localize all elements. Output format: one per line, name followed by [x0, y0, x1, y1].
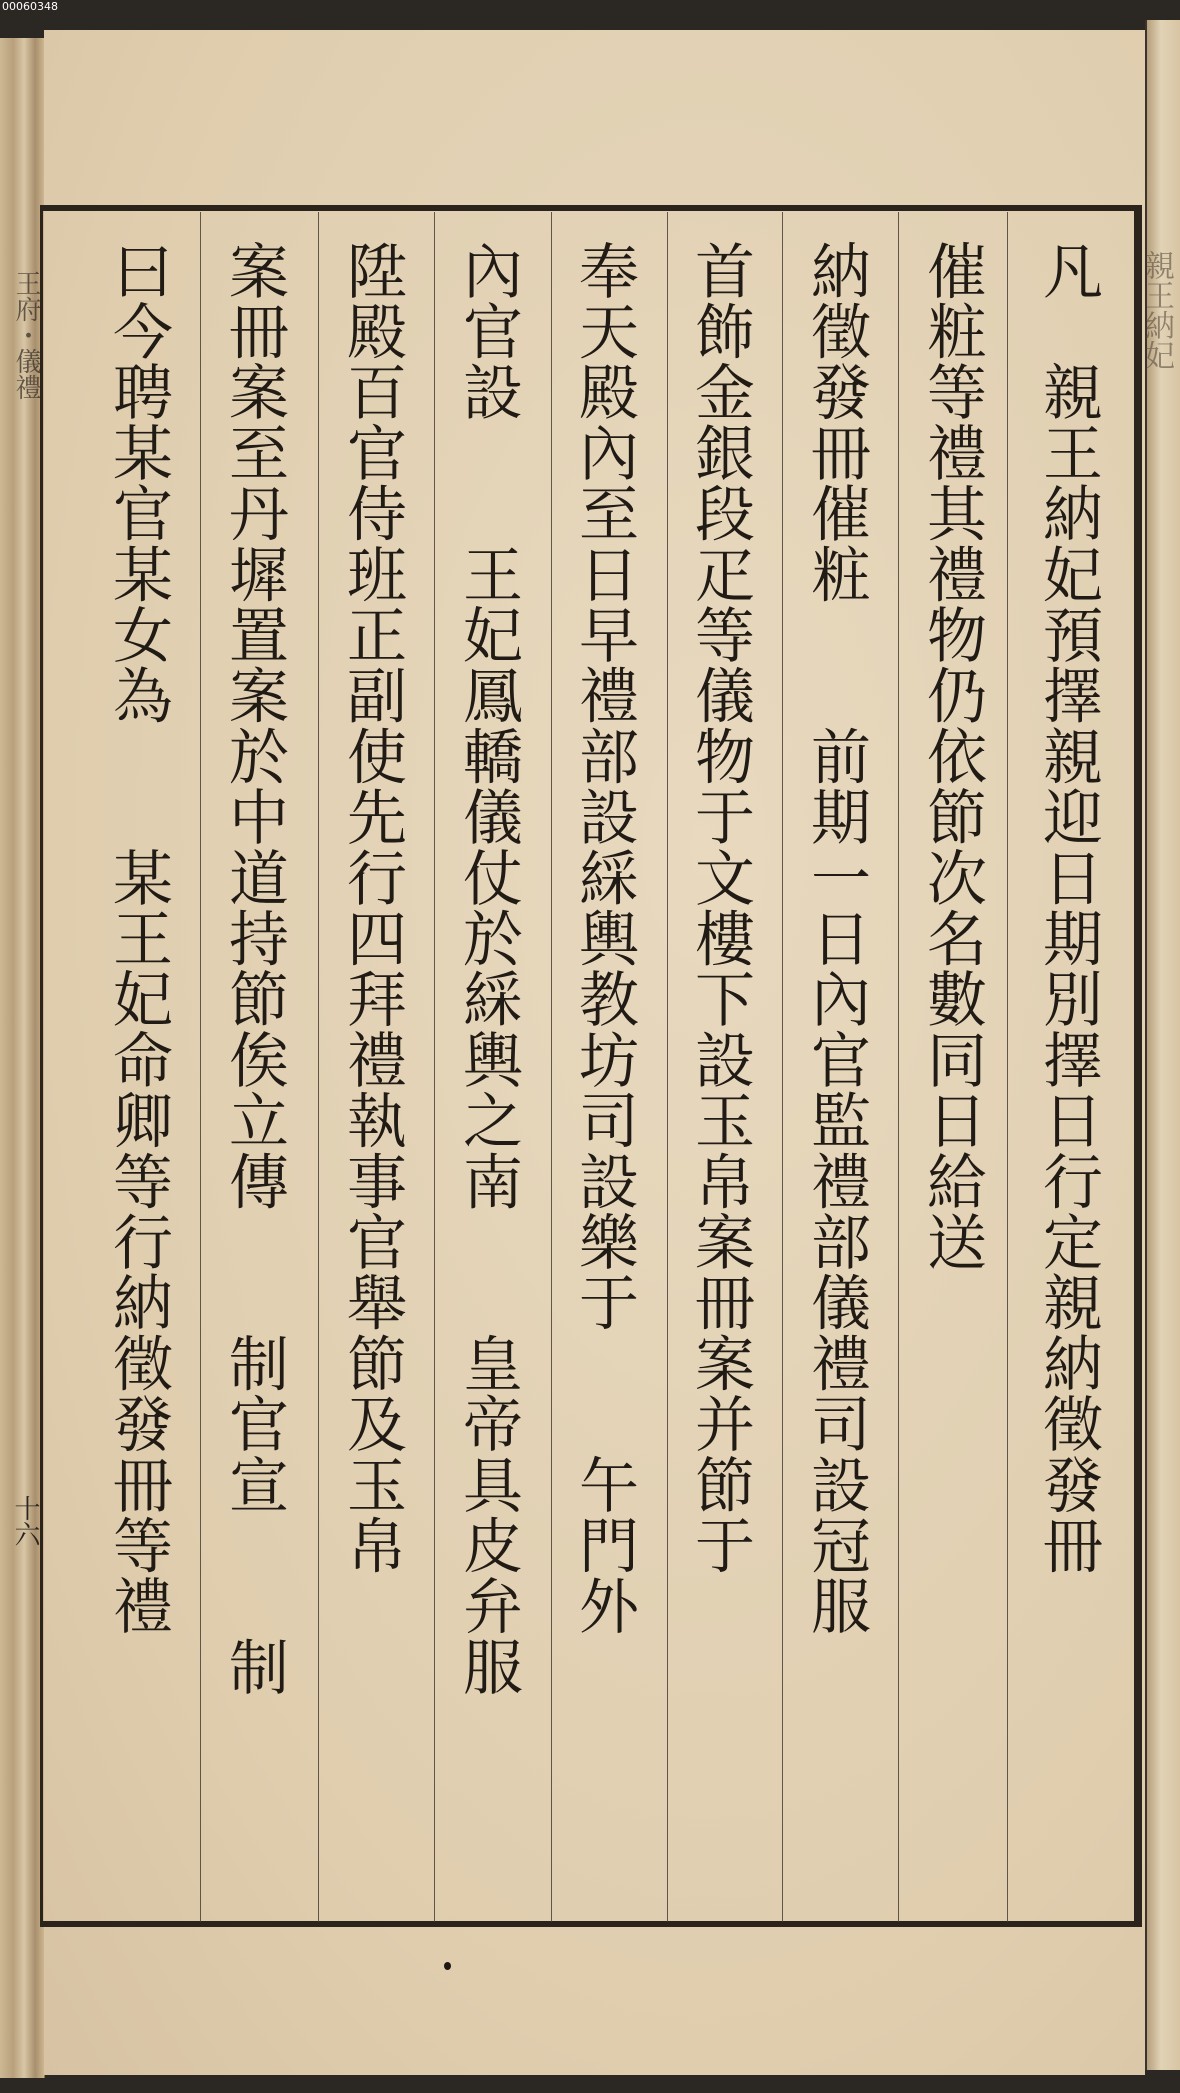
text-column-8: 案冊案至丹墀置案於中道持節俟立傳 制官宣 制	[219, 240, 289, 1697]
text-column-7: 陞殿百官侍班正副使先行四拜禮執事官舉節及玉帛	[337, 240, 407, 1576]
column-divider	[200, 212, 201, 1922]
text-column-6: 內官設 王妃鳳轎儀仗於綵輿之南 皇帝具皮弁服	[453, 240, 523, 1697]
text-column-3: 納徵發冊催粧 前期一日內官監禮部儀禮司設冠服	[801, 240, 871, 1637]
column-divider	[551, 212, 552, 1922]
column-divider	[434, 212, 435, 1922]
column-divider	[318, 212, 319, 1922]
text-column-1: 凡 親王納妃預擇親迎日期別擇日行定親納徵發冊	[1033, 240, 1103, 1576]
left-margin-title: 王府・儀禮	[11, 270, 41, 400]
column-divider	[667, 212, 668, 1922]
text-column-5: 奉天殿內至日早禮部設綵輿教坊司設樂于 午門外	[569, 240, 639, 1637]
right-edge-text: 親王納妃	[1139, 250, 1174, 370]
text-column-4: 首飾金銀段疋等儀物于文樓下設玉帛案冊案并節于	[685, 240, 755, 1576]
column-divider	[898, 212, 899, 1922]
column-divider	[1007, 212, 1008, 1922]
left-page-number: 十六	[10, 1495, 40, 1547]
scan-id-label: 00060348	[2, 0, 58, 13]
ink-dot	[444, 1962, 451, 1970]
text-column-9: 曰今聘某官某女為 某王妃命卿等行納徵發冊等禮	[103, 240, 173, 1637]
column-divider	[782, 212, 783, 1922]
text-column-2: 催粧等禮其禮物仍依節次名數同日給送	[917, 240, 987, 1272]
